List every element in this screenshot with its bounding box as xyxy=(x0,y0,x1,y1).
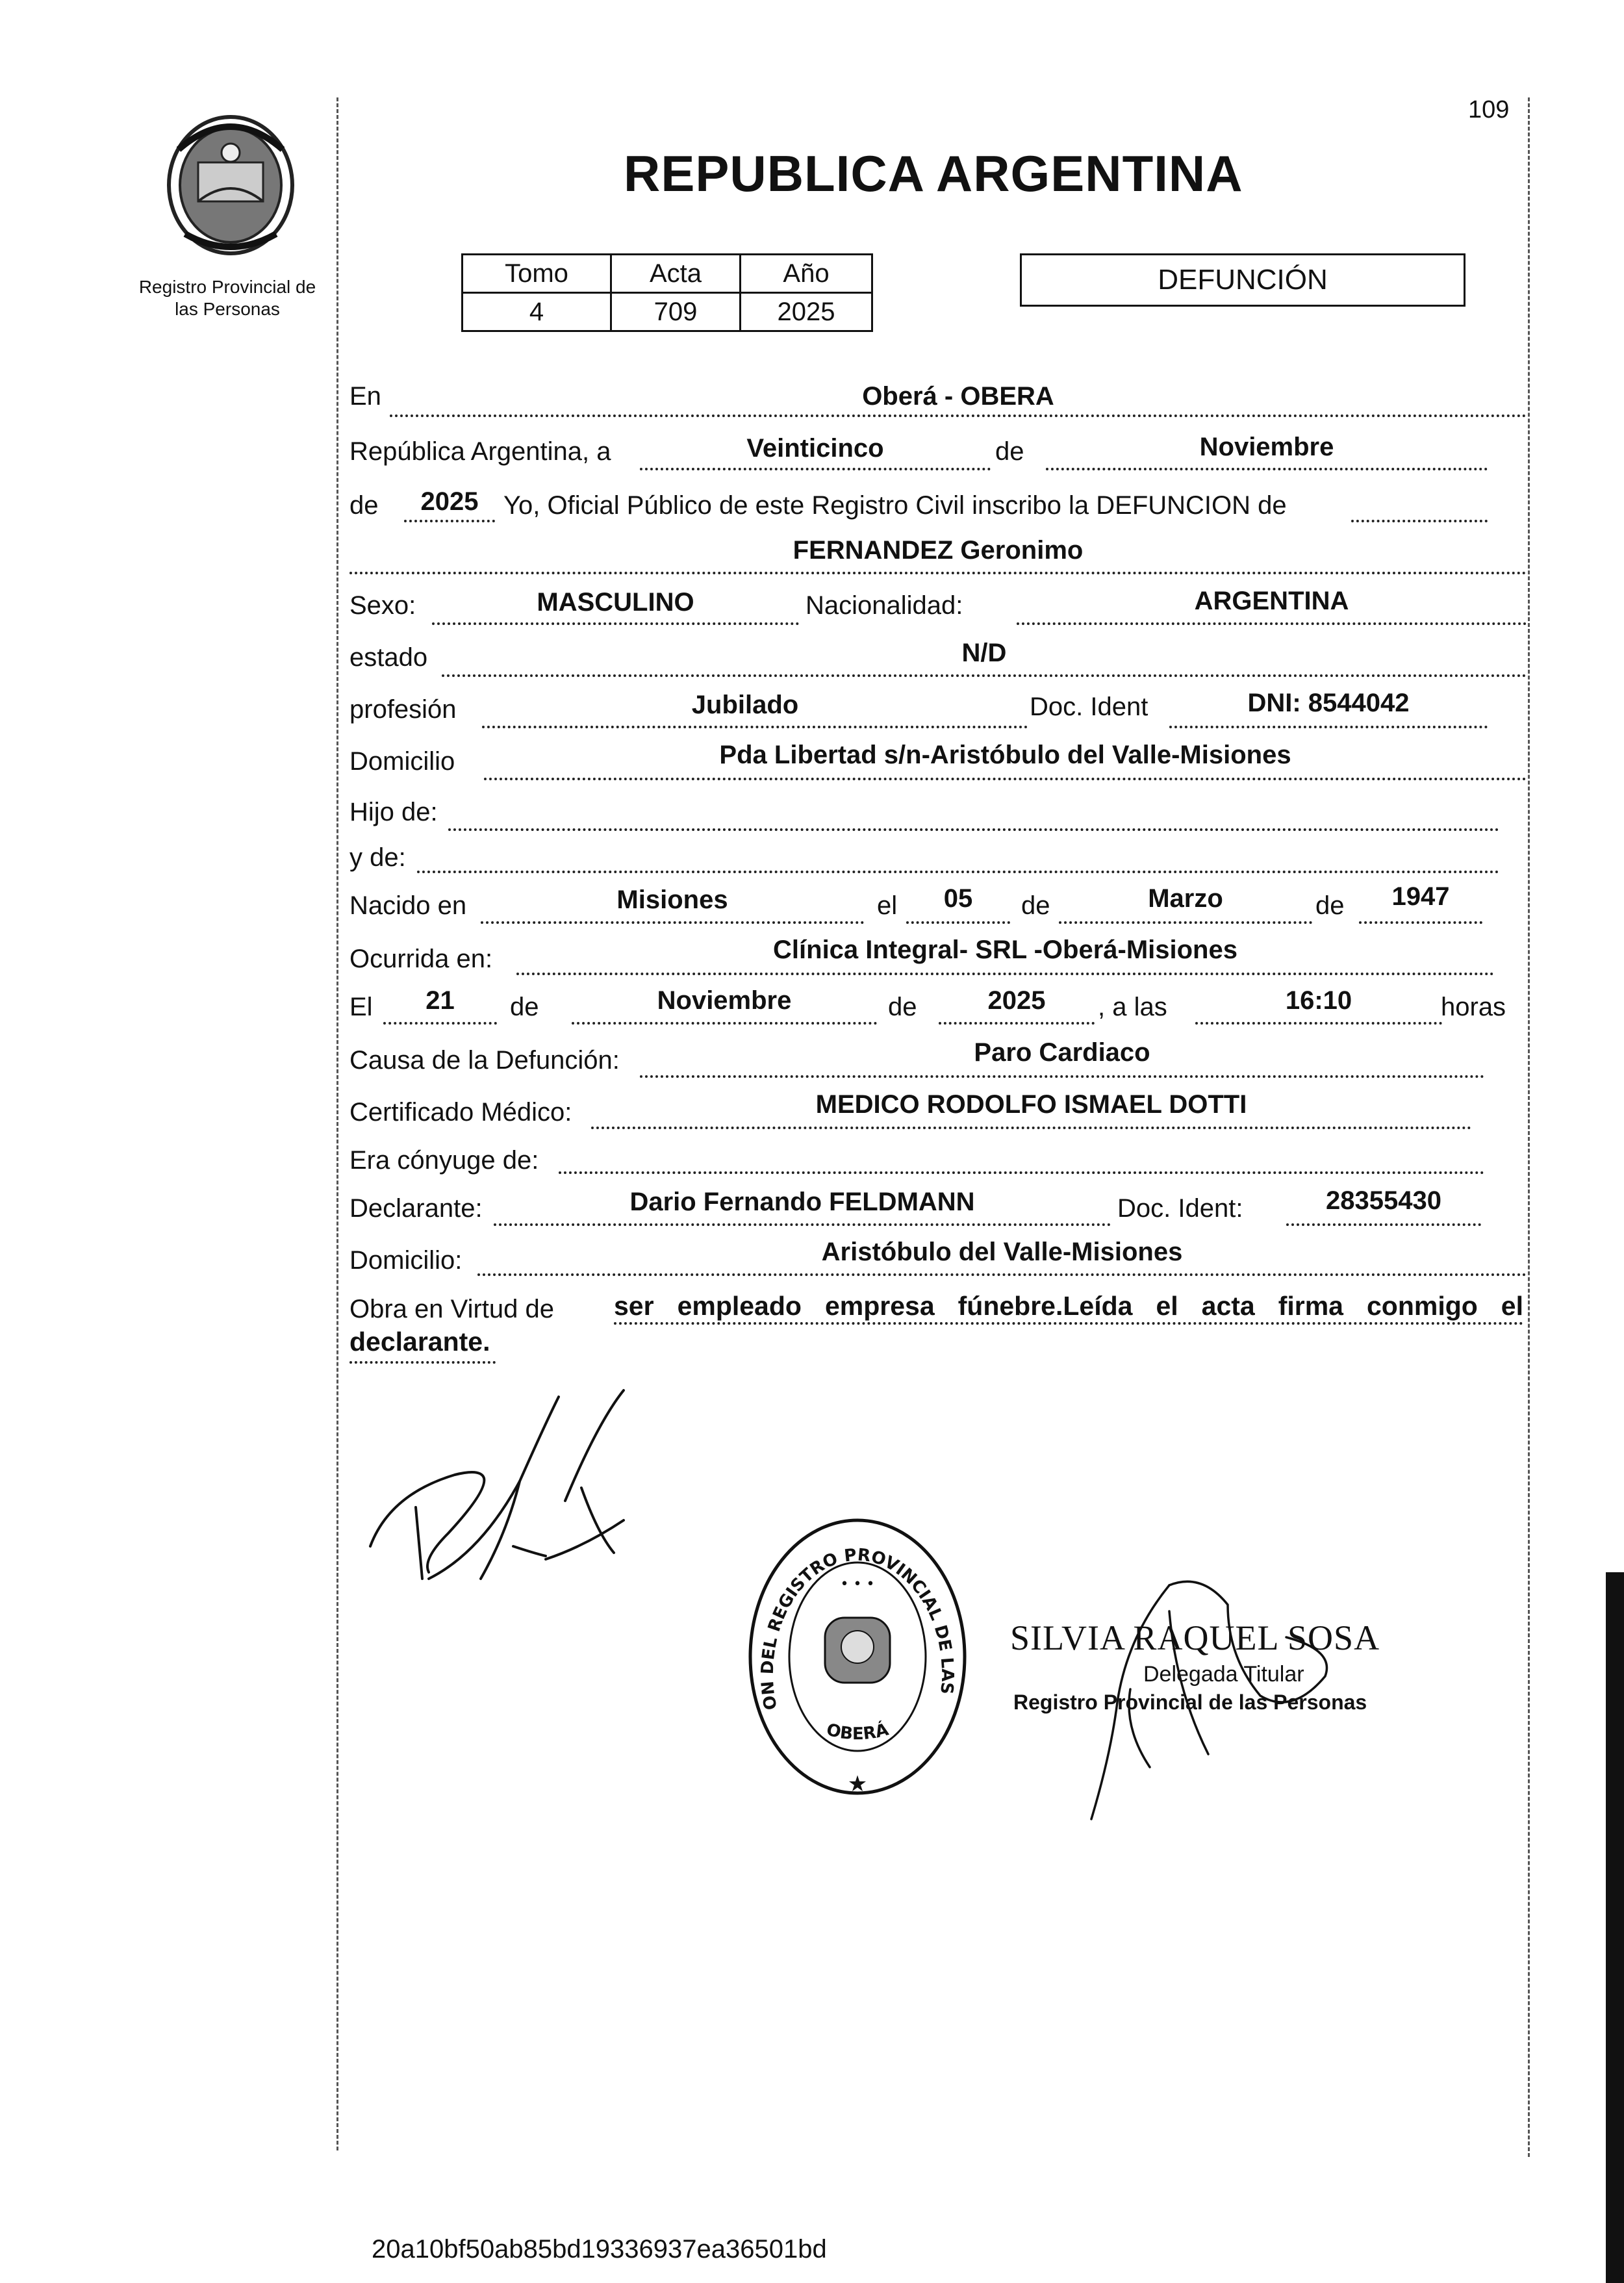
field-obra-line2: declarante. xyxy=(349,1327,490,1357)
table-header-anio: Año xyxy=(741,255,872,293)
label-doc-ident: Doc. Ident xyxy=(1030,693,1148,721)
scan-edge xyxy=(1606,1572,1624,2283)
field-certificado: MEDICO RODOLFO ISMAEL DOTTI xyxy=(815,1090,1247,1119)
dots-estado xyxy=(442,674,1527,677)
field-estado: N/D xyxy=(961,639,1007,667)
dots-conyuge xyxy=(559,1171,1484,1174)
dots-declarante xyxy=(494,1223,1111,1226)
document-type-box: DEFUNCIÓN xyxy=(1020,253,1465,307)
field-domicilio: Pda Libertad s/n-Aristóbulo del Valle-Misiones xyxy=(719,741,1291,769)
page-title: REPUBLICA ARGENTINA xyxy=(624,145,1243,202)
label-obra-en: Obra en Virtud de xyxy=(349,1295,555,1323)
svg-text:★: ★ xyxy=(847,1771,868,1797)
dots-ocurrida-en xyxy=(516,973,1494,975)
label-domicilio: Domicilio xyxy=(349,747,455,776)
field-declarante-doc: 28355430 xyxy=(1326,1186,1441,1215)
label-domicilio-declarante: Domicilio: xyxy=(349,1246,463,1275)
label-doc-ident-declarante: Doc. Ident: xyxy=(1117,1194,1243,1223)
dots-y-de xyxy=(417,871,1499,873)
field-nacido-mes: Marzo xyxy=(1148,884,1223,913)
label-el: el xyxy=(877,891,898,920)
stamp-bottom-text: OBERÁ xyxy=(824,1720,891,1744)
field-causa: Paro Cardiaco xyxy=(974,1038,1150,1067)
dots-nacionalidad xyxy=(1017,622,1527,625)
dots-dia xyxy=(640,468,991,470)
svg-text:• • •: • • • xyxy=(840,1576,875,1592)
table-value-acta: 709 xyxy=(611,293,741,331)
label-de-4: de xyxy=(1315,891,1345,920)
field-nacionalidad: ARGENTINA xyxy=(1194,587,1349,615)
dots-hijo-de xyxy=(448,828,1499,831)
dots-def-dia xyxy=(383,1022,497,1025)
field-ocurrida-en: Clínica Integral- SRL -Oberá-Misiones xyxy=(773,936,1237,964)
label-el-cap: El xyxy=(349,993,373,1021)
dots-anio xyxy=(404,520,495,522)
table-value-anio: 2025 xyxy=(741,293,872,331)
dots-declarante-doc xyxy=(1286,1223,1481,1226)
field-nacido-dia: 05 xyxy=(943,884,973,913)
label-de-1: de xyxy=(995,437,1024,466)
registry-name: Registro Provincial de las Personas xyxy=(138,277,316,319)
dots-obra-line1 xyxy=(614,1322,1523,1325)
province-seal-icon xyxy=(153,110,309,260)
signatory-name: SILVIA RAQUEL SOSA xyxy=(1010,1618,1380,1657)
svg-text:OBERÁ xyxy=(824,1719,891,1744)
record-table xyxy=(461,253,873,332)
label-ocurrida-en: Ocurrida en: xyxy=(349,945,493,973)
dots-nombre xyxy=(349,572,1527,574)
field-nombre: FERNANDEZ Geronimo xyxy=(793,536,1084,565)
field-profesion: Jubilado xyxy=(691,691,799,719)
field-def-anio: 2025 xyxy=(987,986,1046,1015)
label-nacido-en: Nacido en xyxy=(349,891,467,920)
field-obra-line1: ser empleado empresa fúnebre.Leída el acta firma conmigo el xyxy=(614,1291,1523,1321)
field-nacido-anio: 1947 xyxy=(1391,882,1450,911)
field-nacido-en: Misiones xyxy=(616,886,728,914)
dots-declarante-domicilio xyxy=(477,1273,1527,1276)
label-y-de: y de: xyxy=(349,843,406,872)
dots-def-hora xyxy=(1195,1022,1442,1025)
label-declarante: Declarante: xyxy=(349,1194,483,1223)
dots-nacido-dia xyxy=(906,921,1010,924)
label-sexo: Sexo: xyxy=(349,591,416,620)
footer-hash: 20a10bf50ab85bd19336937ea36501bd xyxy=(372,2235,827,2258)
label-causa: Causa de la Defunción: xyxy=(349,1046,620,1075)
dots-def-mes xyxy=(572,1022,877,1025)
label-de-2: de xyxy=(349,491,379,520)
table-value-tomo: 4 xyxy=(463,293,611,331)
dots-causa xyxy=(640,1075,1484,1078)
field-doc-ident: DNI: 8544042 xyxy=(1247,689,1410,717)
left-margin-line xyxy=(336,97,338,2150)
field-def-hora: 16:10 xyxy=(1285,986,1352,1015)
field-declarante-domicilio: Aristóbulo del Valle-Misiones xyxy=(821,1238,1183,1266)
signatory-role: Delegada Titular xyxy=(1143,1662,1304,1687)
field-def-mes: Noviembre xyxy=(657,986,792,1015)
label-a-las: , a las xyxy=(1098,993,1167,1021)
field-anio: 2025 xyxy=(420,487,479,516)
field-def-dia: 21 xyxy=(425,986,455,1015)
label-profesion: profesión xyxy=(349,695,457,724)
label-de-5: de xyxy=(510,993,539,1021)
dots-certificado xyxy=(591,1127,1471,1129)
dots-doc-ident xyxy=(1169,726,1488,728)
dots-mes xyxy=(1046,468,1488,470)
field-declarante: Dario Fernando FELDMANN xyxy=(629,1188,975,1216)
label-hijo-de: Hijo de: xyxy=(349,798,438,826)
dots-yo-oficial xyxy=(1351,520,1488,522)
label-republica: República Argentina, a xyxy=(349,437,611,466)
dots-sexo xyxy=(432,622,799,625)
field-sexo: MASCULINO xyxy=(537,588,694,617)
label-en: En xyxy=(349,382,381,411)
dots-obra-line2 xyxy=(349,1361,496,1364)
label-yo-oficial: Yo, Oficial Público de este Registro Civil inscribo la DEFUNCION de xyxy=(503,491,1287,520)
label-horas: horas xyxy=(1441,993,1506,1021)
signatory-org: Registro Provincial de las Personas xyxy=(1013,1690,1367,1714)
label-certificado: Certificado Médico: xyxy=(349,1098,572,1127)
dots-def-anio xyxy=(939,1022,1095,1025)
dots-nacido-mes xyxy=(1059,921,1312,924)
dots-lugar xyxy=(390,415,1527,417)
field-mes: Noviembre xyxy=(1199,433,1334,461)
label-nacionalidad: Nacionalidad: xyxy=(806,591,963,620)
official-signature xyxy=(1013,1559,1371,1832)
label-de-3: de xyxy=(1021,891,1050,920)
declarant-signature xyxy=(351,1384,728,1598)
table-header-tomo: Tomo xyxy=(463,255,611,293)
label-conyuge: Era cónyuge de: xyxy=(349,1146,539,1175)
page-number: 109 xyxy=(1468,96,1510,123)
official-stamp xyxy=(741,1511,974,1803)
field-lugar: Oberá - OBERA xyxy=(862,382,1054,411)
field-dia-letras: Veinticinco xyxy=(746,434,884,463)
dots-nacido-en xyxy=(481,921,864,924)
right-margin-line xyxy=(1528,97,1530,2157)
stamp-top-text: ON DEL REGISTRO PROVINCIAL DE LAS xyxy=(757,1545,958,1712)
dots-profesion xyxy=(482,726,1028,728)
label-de-6: de xyxy=(888,993,917,1021)
table-header-acta: Acta xyxy=(611,255,741,293)
dots-domicilio xyxy=(484,778,1527,780)
dots-nacido-anio xyxy=(1359,921,1482,924)
label-estado: estado xyxy=(349,643,428,672)
